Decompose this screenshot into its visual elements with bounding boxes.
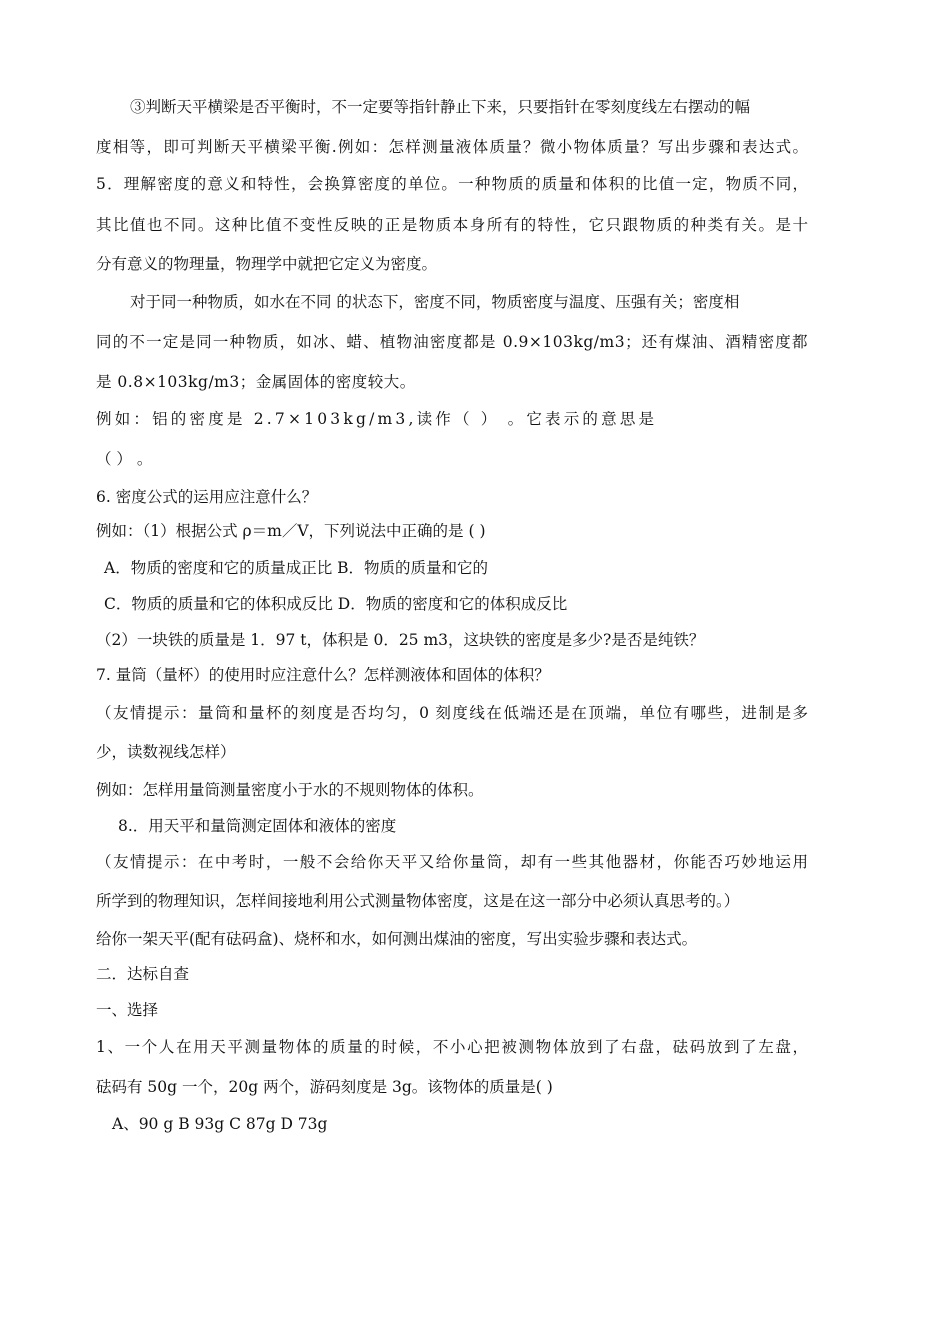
text-line-19: 例如：怎样用量筒测量密度小于水的不规则物体的体积。 [96,781,484,799]
section-8-heading: 8.．用天平和量筒测定固体和液体的密度 [118,817,397,835]
text-line-1: ③判断天平横梁是否平衡时，不一定要等指针静止下来，只要指针在零刻度线左右摆动的幅 [130,98,751,116]
option-c-d: C．物质的质量和它的体积成反比 D．物质的密度和它的体积成反比 [104,595,568,613]
text-line-7: 同的不一定是同一种物质，如冰、蜡、植物油密度都是 0.9×103kg/m3；还有煤油、酒精密度都 [96,333,808,351]
text-line-3: 5．理解密度的意义和特性，会换算密度的单位。一种物质的质量和体积的比值一定，物质不同， [96,175,808,193]
part-2-heading: 二．达标自查 [96,965,190,983]
text-line-4: 其比值也不同。这种比值不变性反映的正是物质本身所有的特性，它只跟物质的种类有关。是十 [96,216,808,234]
text-line-21: （友情提示：在中考时，一般不会给你天平又给你量筒，却有一些其他器材，你能否巧妙地运用 [96,853,808,871]
text-line-17: （友情提示：量筒和量杯的刻度是否均匀，0 刻度线在低端还是在顶端，单位有哪些，进制是多 [96,704,808,722]
text-line-23: 给你一架天平(配有砝码盒)、烧杯和水，如何测出煤油的密度，写出实验步骤和表达式。 [96,930,698,948]
question-1: 1、一个人在用天平测量物体的质量的时候，不小心把被测物体放到了右盘，砝码放到了左盘， [96,1038,808,1056]
text-line-6: 对于同一种物质，如水在不同 的状态下，密度不同，物质密度与温度、压强有关；密度相 [130,293,740,311]
text-line-5: 分有意义的物理量，物理学中就把它定义为密度。 [96,255,438,273]
text-line-8: 是 0.8×103kg/m3；金属固体的密度较大。 [96,373,416,391]
text-line-9: 例如：铝的密度是 2.7×103kg/m3,读作（ ） 。它表示的意思是 [96,410,658,428]
text-line-10: （ ） 。 [96,450,153,468]
choice-heading: 一、选择 [96,1001,159,1019]
question-1-options: A、90 g B 93g C 87g D 73g [112,1115,328,1133]
section-7-heading: 7. 量筒（量杯）的使用时应注意什么？怎样测液体和固体的体积？ [96,666,550,684]
section-6-heading: 6. 密度公式的运用应注意什么？ [96,488,318,506]
text-line-18: 少，读数视线怎样） [96,743,236,761]
text-line-15: （2）一块铁的质量是 1．97 t，体积是 0．25 m3，这块铁的密度是多少?是否是纯铁？ [96,631,705,649]
text-line-12: 例如：（1）根据公式 ρ＝m／V，下列说法中正确的是 ( ) [96,522,486,540]
text-line-2: 度相等，即可判断天平横梁平衡.例如：怎样测量液体质量？微小物体质量？写出步骤和表达式。 [96,138,808,156]
text-line-22: 所学到的物理知识，怎样间接地利用公式测量物体密度，这是在这一部分中必须认真思考的。） [96,892,740,910]
question-1-cont: 砝码有 50g 一个，20g 两个，游码刻度是 3g。该物体的质量是( ) [96,1078,553,1096]
option-a-b: A．物质的密度和它的质量成正比 B．物质的质量和它的 [104,559,489,577]
